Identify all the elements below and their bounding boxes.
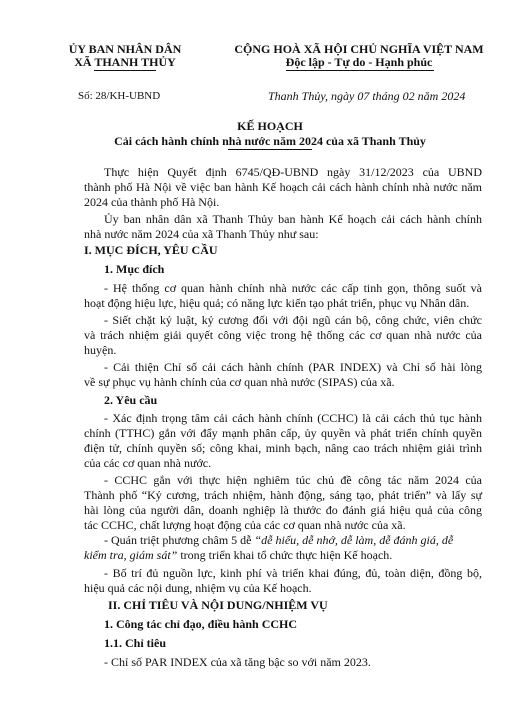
text-line: thành phố Hà Nội về việc ban hành Kế hoạch cải cách hành chính nhà nước năm: [84, 180, 482, 194]
target-item-1: - Chỉ số PAR INDEX của xã tăng bậc so với năm 2023.: [104, 655, 371, 669]
text-line: huyện.: [84, 343, 117, 357]
text-line: [84, 533, 482, 548]
text-run: trong triển khai tổ chức thực hiện Kế hoạch.: [177, 548, 393, 562]
text-line: hài lòng của người dân, doanh nghiệp là thước đo đánh giá hiệu quả của công: [84, 503, 482, 517]
text-line: về sự phục vụ hành chính của cơ quan nhà nước (SIPAS) của xã.: [84, 375, 395, 389]
requirements-paragraph-1: [84, 411, 482, 471]
requirements-paragraph-2: [84, 473, 482, 533]
text-line: hiệu quả các nội dung, nhiệm vụ của Kế hoạch.: [84, 581, 312, 595]
text-line: Thực hiện Quyết định 6745/QĐ-UBND ngày 31/12/2023 của UBND: [104, 165, 482, 179]
text-line: Ủy ban nhân dân xã Thanh Thủy ban hành Kế hoạch cải cách hành chính: [104, 212, 482, 226]
header-right-underline: [286, 70, 434, 71]
document-type-title: KẾ HOẠCH: [237, 119, 303, 133]
national-motto: Độc lập - Tự do - Hạnh phúc: [285, 55, 433, 69]
text-line: Thành phố “Kỷ cương, trách nhiệm, hành động, sáng tạo, phát triển” và lấy sự: [84, 488, 482, 502]
title-underline: [228, 149, 312, 150]
national-title: CỘNG HOÀ XÃ HỘI CHỦ NGHĨA VIỆT NAM: [234, 42, 484, 56]
text-line: - Siết chặt kỷ luật, kỷ cương đối với đội ngũ cán bộ, công chức, viên chức: [104, 313, 482, 327]
text-line: - CCHC gắn với thực hiện nghiêm túc chủ đề công tác năm 2024 của: [104, 473, 482, 487]
text-line: - Xác định trọng tâm cải cách hành chính (CCHC) là cải cách thủ tục hành: [104, 411, 482, 425]
motto-quote: “dễ hiểu, dễ nhớ, dễ làm, dễ đánh giá, dễ: [254, 533, 454, 547]
text-line: của các cơ quan nhà nước.: [84, 456, 212, 470]
document-subject: Cải cách hành chính nhà nước năm 2024 của xã Thanh Thủy: [114, 134, 426, 148]
purpose-paragraph-2: [84, 313, 482, 358]
place-and-date: Thanh Thủy, ngày 07 tháng 02 năm 2024: [268, 89, 466, 103]
requirements-paragraph-3: [84, 533, 482, 563]
text-line: tác CCHC, chất lượng hoạt động của các cơ quan nhà nước của xã.: [84, 518, 406, 532]
subsection-heading-requirements: 2. Yêu cầu: [104, 393, 158, 407]
text-line: điện tử, chính quyền số; công khai, minh bạch, nâng cao trách nhiệm giải trình: [84, 441, 482, 455]
text-line: hoạt động hiệu lực, hiệu quả; có năng lực kiến tạo phát triển, phục vụ Nhân dân.: [84, 296, 470, 310]
text-line: 2024 của thành phố Hà Nội.: [84, 195, 220, 209]
intro-paragraph-1: [84, 165, 482, 210]
header-left-underline: [94, 70, 156, 71]
text-line: và trách nhiệm giải quyết công việc trong hệ thống các cơ quan nhà nước của: [84, 328, 482, 342]
document-number: Số: 28/KH-UBND: [78, 90, 161, 102]
text-line: [84, 548, 482, 563]
issuing-commune: XÃ THANH THỦY: [74, 55, 176, 69]
text-line: - Bố trí đủ nguồn lực, kinh phí và triển khai đúng, đủ, toàn diện, đồng bộ,: [104, 566, 482, 580]
text-line: - Hệ thống cơ quan hành chính nhà nước các cấp tinh gọn, thông suốt và: [104, 281, 482, 295]
subsection-heading-targets: 1.1. Chỉ tiêu: [104, 636, 167, 650]
intro-paragraph-2: [84, 212, 482, 242]
text-line: chính (TTHC) gắn với đẩy mạnh phân cấp, ủy quyền và phát triển chính quyền: [84, 426, 482, 440]
section-heading-2: II. CHỈ TIÊU VÀ NỘI DUNG/NHIỆM VỤ: [108, 598, 328, 612]
purpose-paragraph-1: [84, 281, 482, 311]
purpose-paragraph-3: [84, 360, 482, 390]
requirements-paragraph-4: [84, 566, 482, 596]
section-heading-1: I. MỤC ĐÍCH, YÊU CẦU: [84, 243, 218, 257]
text-line: - Cải thiện Chỉ số cải cách hành chính (PAR INDEX) và Chỉ số hài lòng: [104, 360, 482, 374]
motto-quote: kiểm tra, giám sát”: [84, 548, 178, 562]
subsection-heading-direction: 1. Công tác chỉ đạo, điều hành CCHC: [104, 617, 298, 631]
issuing-agency: ỦY BAN NHÂN DÂN: [68, 42, 182, 56]
text-line: nhà nước năm 2024 của xã Thanh Thủy như sau:: [84, 227, 319, 241]
subsection-heading-purpose: 1. Mục đích: [104, 262, 165, 276]
text-run: - Quán triệt phương châm 5 dễ: [104, 533, 255, 547]
